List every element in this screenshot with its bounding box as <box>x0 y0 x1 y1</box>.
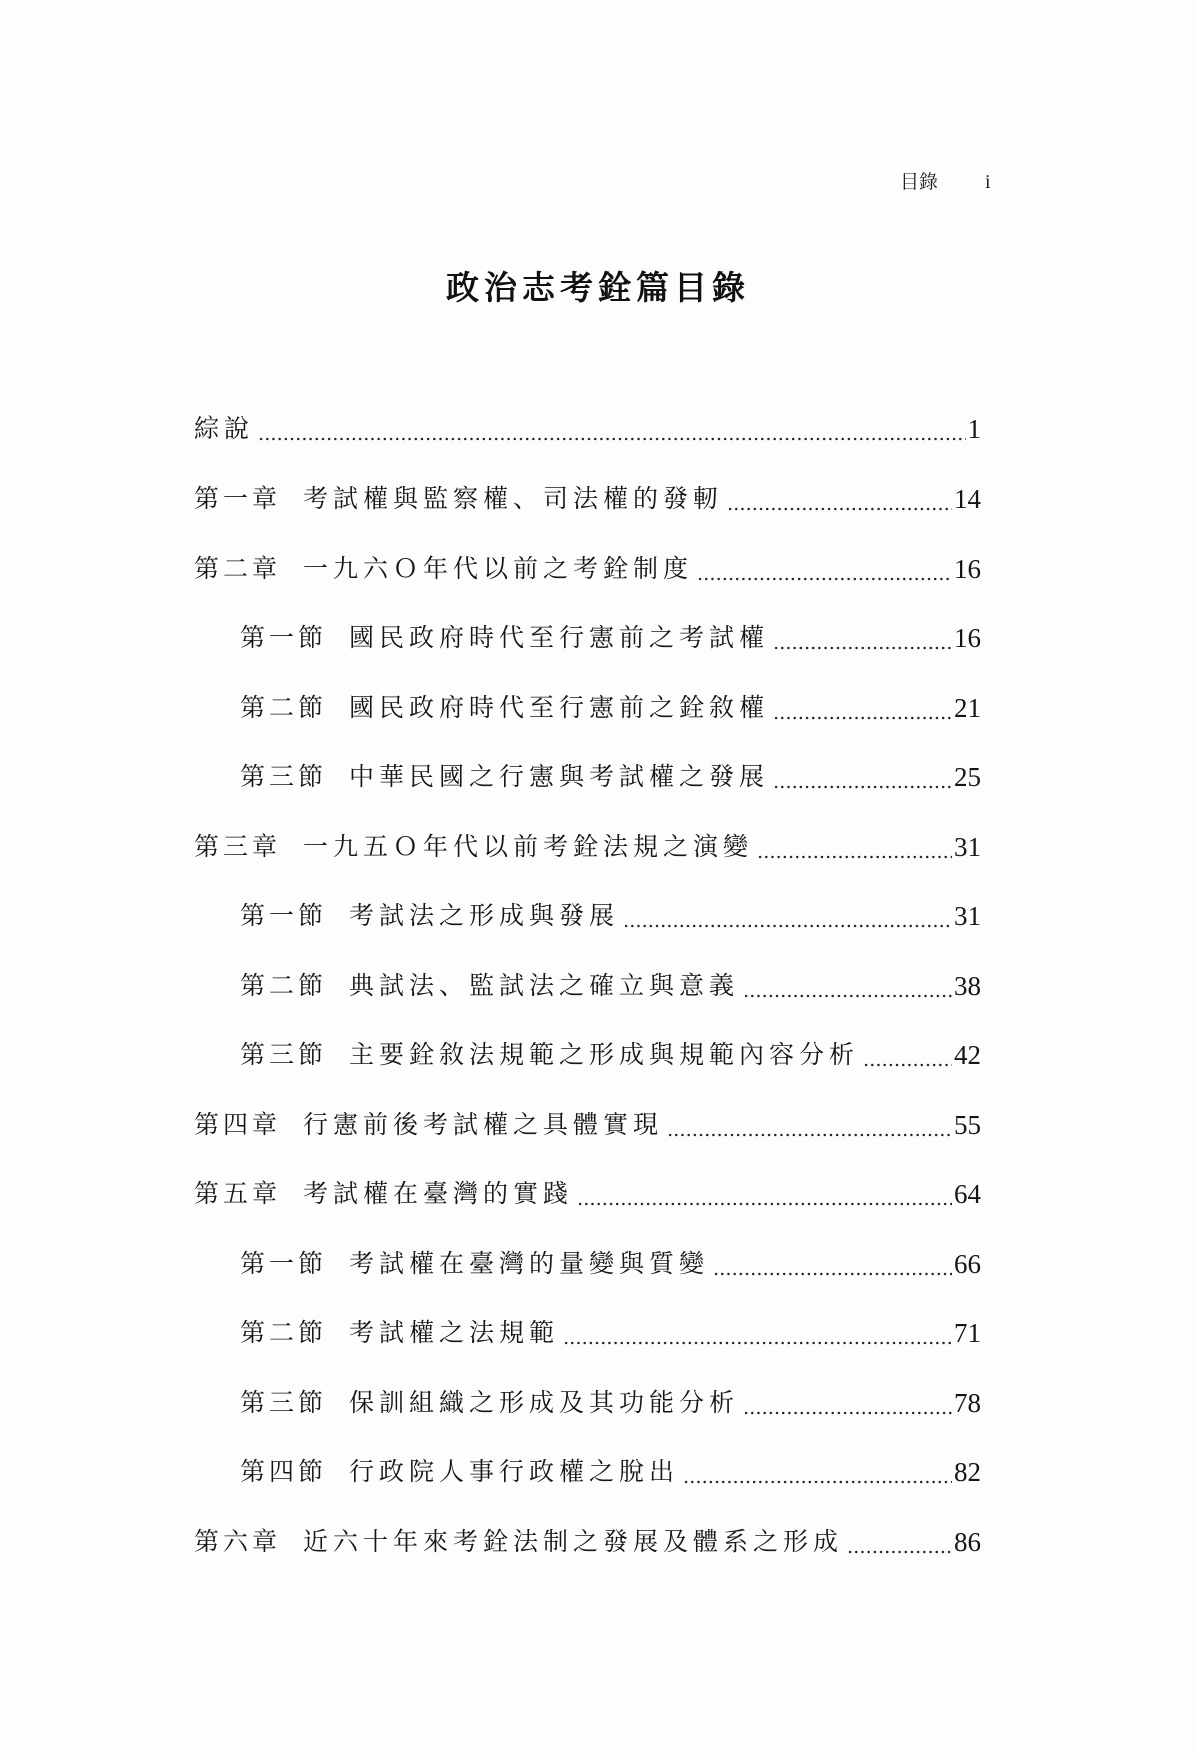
dot-leader <box>773 759 952 795</box>
dot-leader <box>773 690 952 726</box>
toc-entry-page: 66 <box>954 1249 981 1279</box>
toc-entry-title: 考試法之形成與發展 <box>349 901 620 930</box>
toc-entry-chapter-3[interactable] <box>194 825 981 865</box>
toc-entry-page: 16 <box>954 554 981 584</box>
toc-entry-number: 第三節 <box>240 1040 328 1069</box>
dot-leader <box>577 1176 952 1212</box>
toc-entry-ch2-sec1[interactable] <box>240 616 981 656</box>
toc-entry-ch3-sec1[interactable] <box>240 894 981 934</box>
running-head <box>880 168 1000 196</box>
toc-entry-title: 行政院人事行政權之脫出 <box>349 1457 680 1486</box>
dot-leader <box>667 1107 952 1143</box>
running-head-page-number: i <box>985 171 991 193</box>
toc-entry-number: 第一章 <box>194 484 282 513</box>
toc-entry-page: 25 <box>954 762 981 792</box>
toc-entry-ch3-sec2[interactable] <box>240 964 981 1004</box>
toc-entry-number: 第一節 <box>240 1249 328 1278</box>
toc-entry-ch2-sec2[interactable] <box>240 686 981 726</box>
dot-leader <box>683 1454 952 1490</box>
dot-leader <box>563 1315 952 1351</box>
running-head-title: 目錄 <box>900 171 939 193</box>
toc-entry-page: 42 <box>954 1040 981 1070</box>
toc-entry-title: 典試法、監試法之確立與意義 <box>349 971 740 1000</box>
toc-entry-number: 第一節 <box>240 623 328 652</box>
toc-entry-title: 考試權在臺灣的實踐 <box>303 1179 574 1208</box>
toc-entry-title: 中華民國之行憲與考試權之發展 <box>349 762 770 791</box>
toc-entry-page: 64 <box>954 1179 981 1209</box>
toc-entry-title: 一九五Ｏ年代以前考銓法規之演變 <box>303 832 754 861</box>
dot-leader <box>697 551 952 587</box>
toc-entry-title: 國民政府時代至行憲前之銓敘權 <box>349 693 770 722</box>
toc-entry-title: 一九六Ｏ年代以前之考銓制度 <box>303 554 694 583</box>
toc-entry-chapter-5[interactable] <box>194 1172 981 1212</box>
toc-entry-page: 21 <box>954 693 981 723</box>
toc-entry-page: 14 <box>954 484 981 514</box>
toc-entry-page: 31 <box>954 832 981 862</box>
toc-entry-page: 16 <box>954 623 981 653</box>
toc-entry-number: 第五章 <box>194 1179 282 1208</box>
toc-entry-ch5-sec3[interactable] <box>240 1381 981 1421</box>
toc-entry-number: 第四章 <box>194 1110 282 1139</box>
toc-entry-page: 31 <box>954 901 981 931</box>
toc-entry-page: 82 <box>954 1457 981 1487</box>
toc-entry-page: 86 <box>954 1527 981 1557</box>
toc-entry-ch3-sec3[interactable] <box>240 1033 981 1073</box>
toc-entry-number: 第三節 <box>240 762 328 791</box>
dot-leader <box>258 411 965 447</box>
toc-entry-page: 71 <box>954 1318 981 1348</box>
toc-entry-title: 考試權在臺灣的量變與質變 <box>349 1249 710 1278</box>
toc-entry-title: 考試權與監察權、司法權的發軔 <box>303 484 724 513</box>
toc-entry-title: 行憲前後考試權之具體實現 <box>303 1110 664 1139</box>
toc-entry-chapter-6[interactable] <box>194 1520 981 1560</box>
toc-entry-chapter-2[interactable] <box>194 547 981 587</box>
dot-leader <box>773 620 952 656</box>
dot-leader <box>727 481 952 517</box>
toc-entry-chapter-1[interactable] <box>194 477 981 517</box>
toc-entry-chapter-4[interactable] <box>194 1103 981 1143</box>
dot-leader <box>757 829 952 865</box>
dot-leader <box>743 1385 952 1421</box>
toc-entry-ch2-sec3[interactable] <box>240 755 981 795</box>
toc-entry-title: 綜說 <box>194 414 255 443</box>
toc-entry-ch5-sec4[interactable] <box>240 1450 981 1490</box>
dot-leader <box>863 1037 952 1073</box>
toc-entry-overview[interactable] <box>194 407 981 447</box>
toc-entry-number: 第二章 <box>194 554 282 583</box>
dot-leader <box>743 968 952 1004</box>
dot-leader <box>713 1246 952 1282</box>
toc-entry-title: 國民政府時代至行憲前之考試權 <box>349 623 770 652</box>
toc-entry-number: 第三節 <box>240 1388 328 1417</box>
toc-entry-number: 第二節 <box>240 693 328 722</box>
toc-entry-page: 1 <box>967 414 981 444</box>
toc-entry-title: 主要銓敘法規範之形成與規範內容分析 <box>349 1040 860 1069</box>
toc-entry-ch5-sec1[interactable] <box>240 1242 981 1282</box>
toc-entry-page: 38 <box>954 971 981 1001</box>
toc-entry-number: 第三章 <box>194 832 282 861</box>
toc-entry-number: 第二節 <box>240 971 328 1000</box>
toc-entry-number: 第一節 <box>240 901 328 930</box>
toc-entry-number: 第四節 <box>240 1457 328 1486</box>
toc-entry-title: 考試權之法規範 <box>349 1318 560 1347</box>
dot-leader <box>623 898 952 934</box>
toc-entry-title: 保訓組織之形成及其功能分析 <box>349 1388 740 1417</box>
toc-entry-page: 55 <box>954 1110 981 1140</box>
dot-leader <box>847 1524 952 1560</box>
toc-entry-title: 近六十年來考銓法制之發展及體系之形成 <box>303 1527 844 1556</box>
toc-entry-number: 第二節 <box>240 1318 328 1347</box>
toc-entry-number: 第六章 <box>194 1527 282 1556</box>
toc-entry-ch5-sec2[interactable] <box>240 1311 981 1351</box>
page-title: 政治志考銓篇目錄 <box>446 268 750 307</box>
toc-entry-page: 78 <box>954 1388 981 1418</box>
